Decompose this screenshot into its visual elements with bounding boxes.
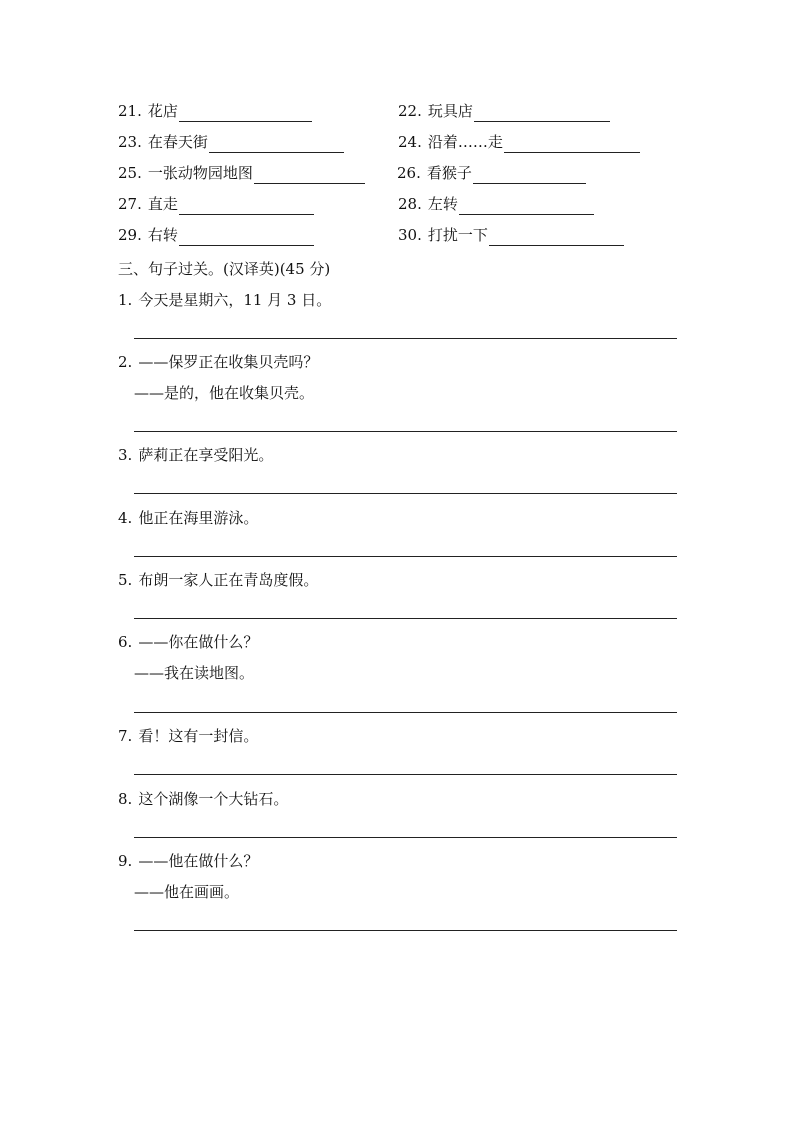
- question-text: 萨莉正在享受阳光。: [138, 446, 274, 464]
- vocab-text: 左转: [427, 195, 458, 213]
- vocab-item: [398, 100, 610, 122]
- answer-line[interactable]: [134, 774, 677, 775]
- vocab-number: 30.: [398, 226, 422, 244]
- vocab-row: [118, 100, 678, 131]
- answer-line[interactable]: [134, 338, 677, 339]
- vocab-text: 一张动物园地图: [147, 164, 253, 182]
- vocab-text: 直走: [147, 195, 178, 213]
- answer-line[interactable]: [134, 930, 677, 931]
- answer-blank[interactable]: [474, 106, 610, 122]
- answer-blank[interactable]: [489, 230, 624, 246]
- vocab-row: [118, 193, 678, 224]
- vocab-number: 29.: [118, 226, 142, 244]
- answer-line[interactable]: [134, 493, 677, 494]
- vocab-number: 23.: [118, 133, 142, 151]
- question-text: 布朗一家人正在青岛度假。: [138, 571, 319, 589]
- question-item: [118, 569, 678, 591]
- answer-blank[interactable]: [504, 137, 640, 153]
- vocab-item: [397, 162, 586, 184]
- question-text: 今天是星期六，11 月 3 日。: [138, 291, 332, 309]
- vocab-item: [398, 193, 594, 215]
- answer-blank[interactable]: [179, 199, 314, 215]
- question-number: 2.: [118, 353, 133, 371]
- vocab-number: 21.: [118, 102, 142, 120]
- question-number: 6.: [118, 633, 133, 651]
- answer-blank[interactable]: [209, 137, 344, 153]
- vocab-item: [398, 131, 640, 153]
- question-item: [118, 289, 678, 311]
- question-item: [118, 351, 678, 404]
- vocab-number: 25.: [118, 164, 142, 182]
- vocab-item: [118, 224, 314, 246]
- answer-blank[interactable]: [254, 168, 365, 184]
- question-reply: ——我在读地图。: [134, 664, 255, 682]
- vocab-text: 在春天街: [147, 133, 208, 151]
- answer-blank[interactable]: [459, 199, 594, 215]
- vocab-row: [118, 224, 678, 255]
- vocab-item: [118, 100, 312, 122]
- question-reply: ——他在画画。: [134, 883, 240, 901]
- section-title: 三、句子过关。(汉译英)(45 分): [118, 260, 331, 278]
- question-text: ——他在做什么？: [138, 852, 259, 870]
- vocab-row: [118, 162, 678, 193]
- vocab-number: 26.: [397, 164, 421, 182]
- question-number: 9.: [118, 852, 133, 870]
- vocab-text: 玩具店: [427, 102, 473, 120]
- vocab-text: 花店: [147, 102, 178, 120]
- answer-line[interactable]: [134, 712, 677, 713]
- vocab-text: 右转: [147, 226, 178, 244]
- question-item: [118, 631, 678, 684]
- question-text: ——保罗正在收集贝壳吗？: [138, 353, 319, 371]
- vocab-item: [118, 193, 314, 215]
- vocab-item: [398, 224, 624, 246]
- question-text: 他正在海里游泳。: [138, 509, 259, 527]
- question-text: 看！这有一封信。: [138, 727, 259, 745]
- question-number: 8.: [118, 790, 133, 808]
- answer-blank[interactable]: [473, 168, 586, 184]
- vocab-number: 28.: [398, 195, 422, 213]
- answer-line[interactable]: [134, 837, 677, 838]
- vocab-number: 22.: [398, 102, 422, 120]
- question-number: 7.: [118, 727, 133, 745]
- question-item: [118, 507, 678, 529]
- vocab-section: [118, 100, 678, 255]
- vocab-number: 27.: [118, 195, 142, 213]
- question-text: ——你在做什么？: [138, 633, 259, 651]
- question-item: [118, 850, 678, 903]
- question-number: 5.: [118, 571, 133, 589]
- vocab-row: [118, 131, 678, 162]
- vocab-number: 24.: [398, 133, 422, 151]
- answer-line[interactable]: [134, 431, 677, 432]
- question-number: 4.: [118, 509, 133, 527]
- vocab-item: [118, 131, 344, 153]
- question-item: [118, 788, 678, 810]
- question-text: 这个湖像一个大钻石。: [138, 790, 289, 808]
- vocab-item: [118, 162, 365, 184]
- answer-line[interactable]: [134, 618, 677, 619]
- question-reply: ——是的，他在收集贝壳。: [134, 384, 315, 402]
- vocab-text: 看猴子: [426, 164, 472, 182]
- question-item: [118, 725, 678, 747]
- question-item: [118, 444, 678, 466]
- answer-blank[interactable]: [179, 230, 314, 246]
- answer-blank[interactable]: [179, 106, 312, 122]
- answer-line[interactable]: [134, 556, 677, 557]
- vocab-text: 打扰一下: [427, 226, 488, 244]
- question-number: 1.: [118, 291, 133, 309]
- vocab-text: 沿着……走: [427, 133, 503, 151]
- question-number: 3.: [118, 446, 133, 464]
